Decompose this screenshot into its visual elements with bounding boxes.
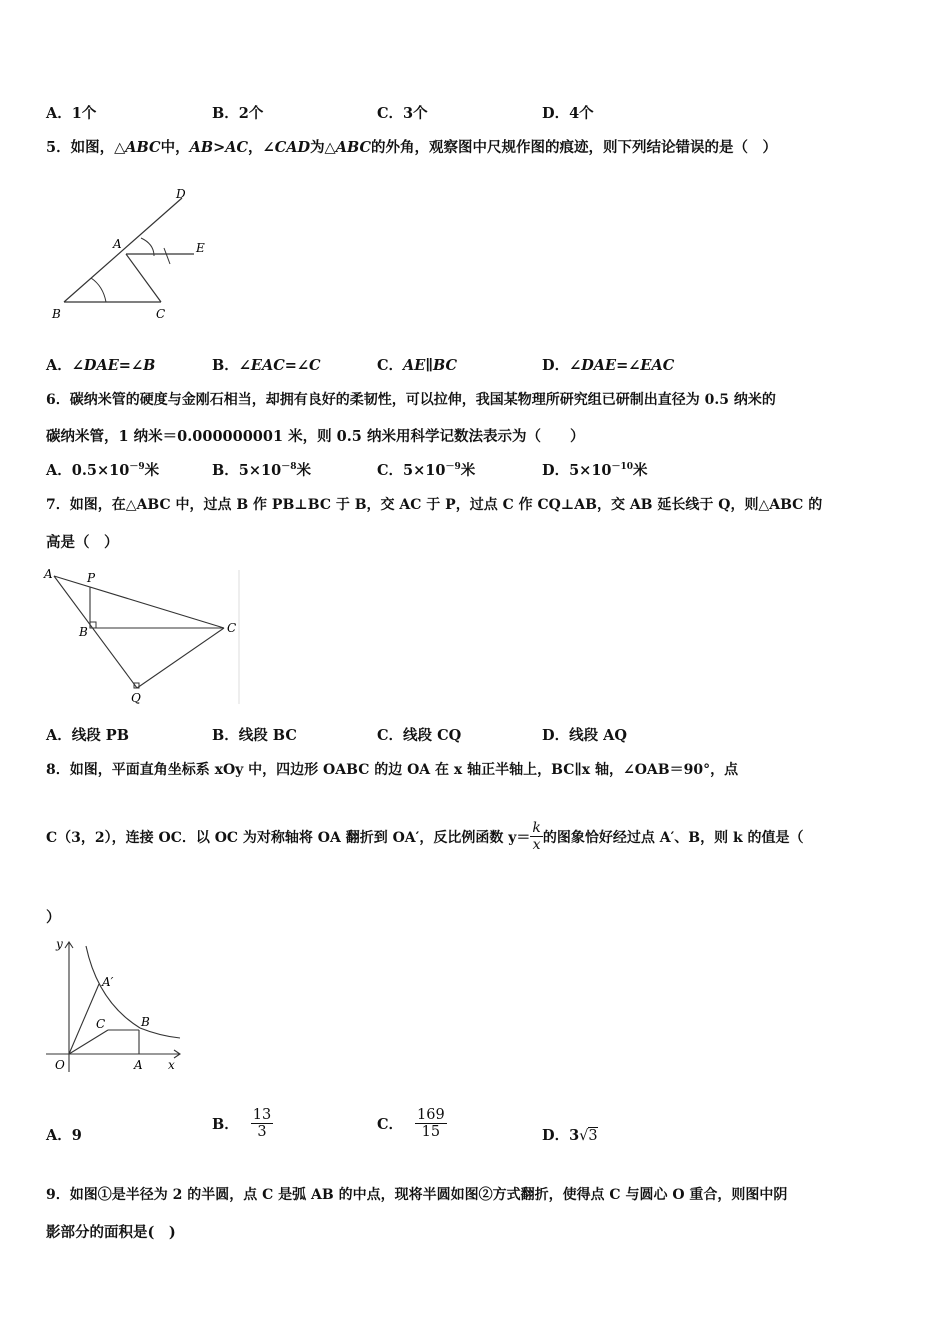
q6-stem-line1: 6．碳纳米管的硬度与金刚石相当，却拥有良好的柔韧性，可以拉伸，我国某物理所研究组已研制出直径为 0.5 纳米的 <box>46 392 776 408</box>
q8-label-y: y <box>56 937 63 951</box>
q8-figure <box>42 936 192 1076</box>
q5-option-a: A．∠DAE=∠B <box>46 357 156 374</box>
q5-option-b: B．∠EAC=∠C <box>212 357 321 374</box>
q8-option-a: A．9 <box>46 1127 82 1144</box>
q5-figure <box>46 182 226 322</box>
q8-label-o: O <box>55 1058 65 1072</box>
q8-option-b: B． $\frac{13}{3}$ <box>212 1106 272 1140</box>
q7-option-b: B．线段 BC <box>212 727 297 744</box>
q4-option-d: D．4个 <box>542 105 594 122</box>
q9-stem-line1: 9．如图①是半径为 2 的半圆，点 C 是弧 AB 的中点，现将半圆如图②方式翻折，使得点 C 与圆心 O 重合，则图中阴 <box>46 1187 788 1203</box>
q8-fraction-k-over-x: $\frac{k}{x}$ <box>532 820 541 853</box>
q7-option-a: A．线段 PB <box>46 727 129 744</box>
q7-label-c: C <box>227 621 237 635</box>
q5-stem: 5．如图，△ABC中，AB>AC，∠CAD为△ABC的外角，观察图中尺规作图的痕迹，则下列结论错误的是（ ） <box>46 139 778 156</box>
q7-label-q: Q <box>131 691 141 705</box>
q6-option-c: C．$5\times 10^{-9}$米 <box>377 462 476 479</box>
q7-option-c: C．线段 CQ <box>377 727 462 744</box>
q8-option-c: C． $\frac{169}{15}$ <box>377 1106 445 1140</box>
q8-stem-line3: ） <box>46 909 61 926</box>
q5-label-d: D <box>176 187 186 201</box>
q6-stem-line2: 碳纳米管，1 纳米＝0.000000001 米，则 0.5 纳米用科学记数法表示为（ ） <box>46 428 585 445</box>
q6-option-b: B．$5\times 10^{-8}$米 <box>212 462 311 479</box>
q7-figure <box>42 566 242 706</box>
q8-option-d: D．3√3 <box>542 1127 598 1144</box>
q6-option-a: A．$0.5\times 10^{-9}$米 <box>46 462 160 479</box>
q4-option-a: A．1个 <box>46 105 97 122</box>
q8-label-a: A <box>134 1058 143 1072</box>
sqrt-radicand: 3 <box>588 1128 598 1144</box>
q7-label-b: B <box>79 625 88 639</box>
q8-label-c: C <box>96 1017 106 1031</box>
q7-stem-line2: 高是（ ） <box>46 534 119 551</box>
q5-option-d: D．∠DAE=∠EAC <box>542 357 675 374</box>
q8-stem-line2: C（3，2），连接 OC．以 OC 为对称轴将 OA 翻折到 OA′，反比例函数 y＝ $\frac{k}{x}$ 的图象恰好经过点 A′、B，则 k 的值是（ <box>46 820 804 853</box>
q8-label-a-prime: A′ <box>102 975 114 989</box>
q7-label-a: A <box>44 567 53 581</box>
q8-stem-line1: 8．如图，平面直角坐标系 xOy 中，四边形 OABC 的边 OA 在 x 轴正半轴上，BC∥x 轴，∠OAB＝90°，点 <box>46 762 739 778</box>
q7-stem-line1: 7．如图，在△ABC 中，过点 B 作 PB⊥BC 于 B，交 AC 于 P，过点 C 作 CQ⊥AB，交 AB 延长线于 Q，则△ABC 的 <box>46 497 823 513</box>
q5-label-b: B <box>52 307 61 321</box>
q7-label-p: P <box>87 571 96 585</box>
q5-label-c: C <box>156 307 166 321</box>
q5-option-c: C．AE∥BC <box>377 357 458 374</box>
q6-option-d: D．$5\times 10^{-10}$米 <box>542 462 648 479</box>
q5-label-a: A <box>113 237 122 251</box>
q7-option-d: D．线段 AQ <box>542 727 628 744</box>
q4-option-b: B．2个 <box>212 105 264 122</box>
q4-option-c: C．3个 <box>377 105 428 122</box>
q5-label-e: E <box>196 241 205 255</box>
q9-stem-line2: 影部分的面积是( ) <box>46 1224 176 1241</box>
q8-label-x: x <box>168 1058 175 1072</box>
q8-label-b: B <box>141 1015 150 1029</box>
